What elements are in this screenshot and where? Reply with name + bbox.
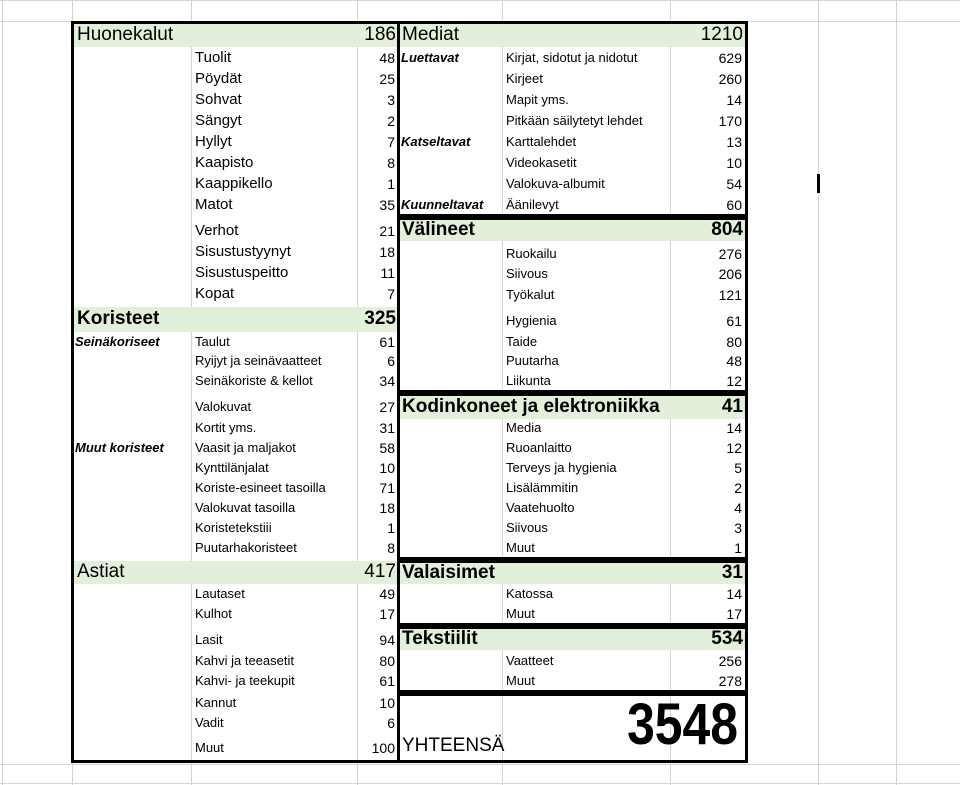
grand-total-value: 3548: [627, 692, 738, 757]
valineet-header-row[interactable]: [397, 220, 748, 240]
item-value: 100: [371, 740, 395, 756]
item-label: Matot: [195, 196, 233, 213]
item-label: Ruokailu: [506, 246, 557, 261]
item-value: 31: [379, 420, 395, 436]
item-value: 14: [726, 420, 742, 436]
section-title: Mediat: [402, 24, 460, 45]
item-label: Kaappikello: [195, 175, 273, 192]
table-row[interactable]: [0, 195, 400, 215]
item-value: 6: [387, 715, 395, 731]
item-label: Taulut: [195, 334, 230, 349]
item-label: Karttalehdet: [506, 134, 577, 149]
item-value: 276: [718, 246, 742, 262]
item-value: 34: [379, 373, 395, 389]
table-row[interactable]: [0, 371, 400, 391]
item-label: Siivous: [506, 266, 548, 281]
table-row[interactable]: [397, 651, 748, 671]
section-total: 31: [721, 562, 743, 583]
section-title: Astiat: [77, 561, 125, 582]
item-value: 10: [379, 460, 395, 476]
table-row[interactable]: [397, 671, 748, 691]
item-value: 7: [387, 134, 395, 150]
table-row[interactable]: [397, 584, 748, 604]
category-label: Katseltavat: [401, 134, 471, 149]
kodinkoneet-header-row[interactable]: [397, 397, 748, 417]
table-row[interactable]: [0, 584, 400, 604]
item-value: 1: [387, 520, 395, 536]
table-row[interactable]: [397, 351, 748, 371]
item-value: 12: [726, 440, 742, 456]
table-row[interactable]: [397, 604, 748, 624]
table-row[interactable]: [397, 438, 748, 458]
table-row[interactable]: [0, 332, 400, 352]
item-label: Liikunta: [506, 373, 551, 388]
item-label: Lasit: [195, 632, 223, 647]
table-row[interactable]: [397, 132, 748, 152]
item-value: 206: [718, 266, 742, 282]
item-label: Sohvat: [195, 91, 242, 108]
table-row[interactable]: [397, 48, 748, 68]
section-title: Huonekalut: [77, 24, 174, 45]
table-row[interactable]: [0, 738, 400, 758]
item-label: Taide: [506, 334, 538, 349]
item-label: Muut: [506, 540, 535, 555]
item-value: 278: [718, 673, 742, 689]
item-label: Pöydät: [195, 70, 242, 87]
table-row[interactable]: [397, 174, 748, 194]
item-value: 12: [726, 373, 742, 389]
section-total: 1210: [700, 24, 743, 45]
table-row[interactable]: [397, 458, 748, 478]
huonekalut-header-row[interactable]: [0, 25, 400, 45]
section-total: 41: [721, 396, 743, 417]
item-label: Terveys ja hygienia: [506, 460, 617, 475]
item-value: 8: [387, 155, 395, 171]
section-total: 804: [711, 219, 743, 240]
section-title: Koristeet: [77, 308, 160, 329]
item-value: 80: [379, 653, 395, 669]
item-value: 8: [387, 540, 395, 556]
item-value: 3: [734, 520, 742, 536]
table-row[interactable]: [0, 242, 400, 262]
table-row[interactable]: [397, 538, 748, 558]
item-value: 94: [379, 632, 395, 648]
item-value: 10: [726, 155, 742, 171]
table-row[interactable]: [0, 671, 400, 691]
item-label: Kirjat, sidotut ja nidotut: [506, 50, 638, 65]
item-value: 5: [734, 460, 742, 476]
table-row[interactable]: [0, 132, 400, 152]
mediat-header-row[interactable]: [397, 25, 748, 45]
item-label: Työkalut: [506, 287, 555, 302]
table-row[interactable]: [0, 90, 400, 110]
item-value: 121: [718, 287, 742, 303]
table-row[interactable]: [0, 498, 400, 518]
item-value: 80: [726, 334, 742, 350]
item-label: Verhot: [195, 222, 239, 239]
item-value: 4: [734, 500, 742, 516]
table-row[interactable]: [397, 332, 748, 352]
item-label: Puutarha: [506, 353, 559, 368]
item-label: Kulhot: [195, 606, 232, 621]
item-value: 21: [379, 223, 395, 239]
category-label: Seinäkoriseet: [75, 334, 160, 349]
table-row[interactable]: [0, 478, 400, 498]
item-label: Valokuvat tasoilla: [195, 500, 296, 515]
item-label: Hyllyt: [195, 133, 232, 150]
table-row[interactable]: [0, 438, 400, 458]
item-label: Kirjeet: [506, 71, 543, 86]
section-total: 417: [364, 561, 396, 582]
item-value: 7: [387, 286, 395, 302]
yhteensa-cell[interactable]: [397, 693, 748, 763]
table-row[interactable]: [397, 498, 748, 518]
item-value: 3: [387, 92, 395, 108]
table-row[interactable]: [397, 153, 748, 173]
item-label: Puutarhakoristeet: [195, 540, 297, 555]
valaisimet-header-row[interactable]: [397, 563, 748, 583]
table-row[interactable]: [0, 48, 400, 68]
item-value: 256: [718, 653, 742, 669]
table-row[interactable]: [0, 651, 400, 671]
item-label: Siivous: [506, 520, 548, 535]
section-title: Välineet: [402, 219, 475, 240]
table-row[interactable]: [0, 263, 400, 283]
item-value: 13: [726, 134, 742, 150]
item-label: Vaatehuolto: [506, 500, 575, 515]
item-label: Pitkään säilytetyt lehdet: [506, 113, 643, 128]
item-label: Kannut: [195, 695, 237, 710]
table-row[interactable]: [397, 311, 748, 331]
item-label: Videokasetit: [506, 155, 577, 170]
item-label: Lautaset: [195, 586, 245, 601]
item-value: 35: [379, 197, 395, 213]
item-label: Muut: [506, 606, 535, 621]
item-value: 25: [379, 71, 395, 87]
table-row[interactable]: [0, 221, 400, 241]
text-cursor-icon: [817, 174, 820, 193]
section-title: Tekstiilit: [402, 628, 478, 649]
table-row[interactable]: [0, 458, 400, 478]
table-row[interactable]: [0, 174, 400, 194]
item-value: 2: [387, 113, 395, 129]
category-label: Luettavat: [401, 50, 459, 65]
item-value: 61: [379, 673, 395, 689]
item-label: Hygienia: [506, 313, 557, 328]
item-value: 61: [379, 334, 395, 350]
table-row[interactable]: [0, 284, 400, 304]
section-total: 534: [711, 628, 743, 649]
table-row[interactable]: [397, 111, 748, 131]
table-row[interactable]: [0, 111, 400, 131]
table-row[interactable]: [397, 518, 748, 538]
table-row[interactable]: [397, 418, 748, 438]
item-label: Lisälämmitin: [506, 480, 579, 495]
table-row[interactable]: [0, 518, 400, 538]
item-label: Sisustustyynyt: [195, 243, 291, 260]
category-label: Kuunneltavat: [401, 197, 484, 212]
item-value: 14: [726, 92, 742, 108]
table-row[interactable]: [0, 630, 400, 650]
item-value: 71: [379, 480, 395, 496]
item-label: Kortit yms.: [195, 420, 257, 435]
item-value: 18: [379, 500, 395, 516]
section-title: Kodinkoneet ja elektroniikka: [402, 396, 660, 417]
tekstiilit-header-row[interactable]: [397, 629, 748, 649]
astiat-header-row[interactable]: [0, 562, 400, 582]
item-value: 1: [734, 540, 742, 556]
table-row[interactable]: [0, 713, 400, 733]
item-label: Äänilevyt: [506, 197, 559, 212]
table-row[interactable]: [397, 478, 748, 498]
item-value: 17: [726, 606, 742, 622]
table-row[interactable]: [397, 69, 748, 89]
table-row[interactable]: [0, 418, 400, 438]
item-label: Ruoanlaitto: [506, 440, 572, 455]
section-total: 186: [364, 24, 396, 45]
item-label: Mapit yms.: [506, 92, 569, 107]
item-label: Koriste-esineet tasoilla: [195, 480, 326, 495]
section-title: Valaisimet: [402, 562, 495, 583]
item-value: 2: [734, 480, 742, 496]
item-label: Sisustuspeitto: [195, 264, 289, 281]
item-value: 58: [379, 440, 395, 456]
table-row[interactable]: [0, 351, 400, 371]
item-label: Valokuva-albumit: [506, 176, 605, 191]
section-total: 325: [364, 308, 396, 329]
table-row[interactable]: [0, 69, 400, 89]
item-value: 260: [718, 71, 742, 87]
item-label: Koristetekstiii: [195, 520, 272, 535]
item-value: 60: [726, 197, 742, 213]
table-row[interactable]: [397, 90, 748, 110]
table-row[interactable]: [397, 244, 748, 264]
item-value: 48: [726, 353, 742, 369]
item-value: 54: [726, 176, 742, 192]
table-row[interactable]: [0, 397, 400, 417]
item-label: Katossa: [506, 586, 553, 601]
item-label: Vaasit ja maljakot: [195, 440, 296, 455]
item-value: 10: [379, 695, 395, 711]
table-row[interactable]: [0, 538, 400, 558]
category-label: Muut koristeet: [75, 440, 164, 455]
table-row[interactable]: [397, 264, 748, 284]
item-label: Media: [506, 420, 542, 435]
item-label: Kopat: [195, 285, 235, 302]
item-label: Kahvi ja teeasetit: [195, 653, 295, 668]
table-row[interactable]: [0, 693, 400, 713]
item-value: 14: [726, 586, 742, 602]
item-label: Sängyt: [195, 112, 242, 129]
item-label: Tuolit: [195, 49, 232, 66]
item-label: Vaatteet: [506, 653, 554, 668]
table-row[interactable]: [397, 371, 748, 391]
table-row[interactable]: [397, 285, 748, 305]
item-label: Vadit: [195, 715, 224, 730]
item-label: Valokuvat: [195, 399, 252, 414]
koristeet-header-row[interactable]: [0, 309, 400, 329]
item-value: 49: [379, 586, 395, 602]
item-label: Seinäkoriste & kellot: [195, 373, 313, 388]
item-value: 1: [387, 176, 395, 192]
item-value: 629: [718, 50, 742, 66]
item-label: Kaapisto: [195, 154, 254, 171]
item-label: Ryijyt ja seinävaatteet: [195, 353, 322, 368]
total-label: YHTEENSÄ: [402, 735, 505, 756]
item-value: 17: [379, 606, 395, 622]
item-value: 11: [380, 265, 395, 281]
item-value: 18: [379, 244, 395, 260]
item-label: Kahvi- ja teekupit: [195, 673, 295, 688]
item-value: 27: [379, 399, 395, 415]
item-label: Kynttilänjalat: [195, 460, 269, 475]
table-row[interactable]: [0, 153, 400, 173]
item-value: 6: [387, 353, 395, 369]
item-label: Muut: [506, 673, 535, 688]
table-row[interactable]: [0, 604, 400, 624]
item-value: 61: [726, 313, 742, 329]
item-value: 170: [718, 113, 742, 129]
table-row[interactable]: [397, 195, 748, 215]
item-value: 48: [379, 50, 395, 66]
item-label: Muut: [195, 740, 224, 755]
